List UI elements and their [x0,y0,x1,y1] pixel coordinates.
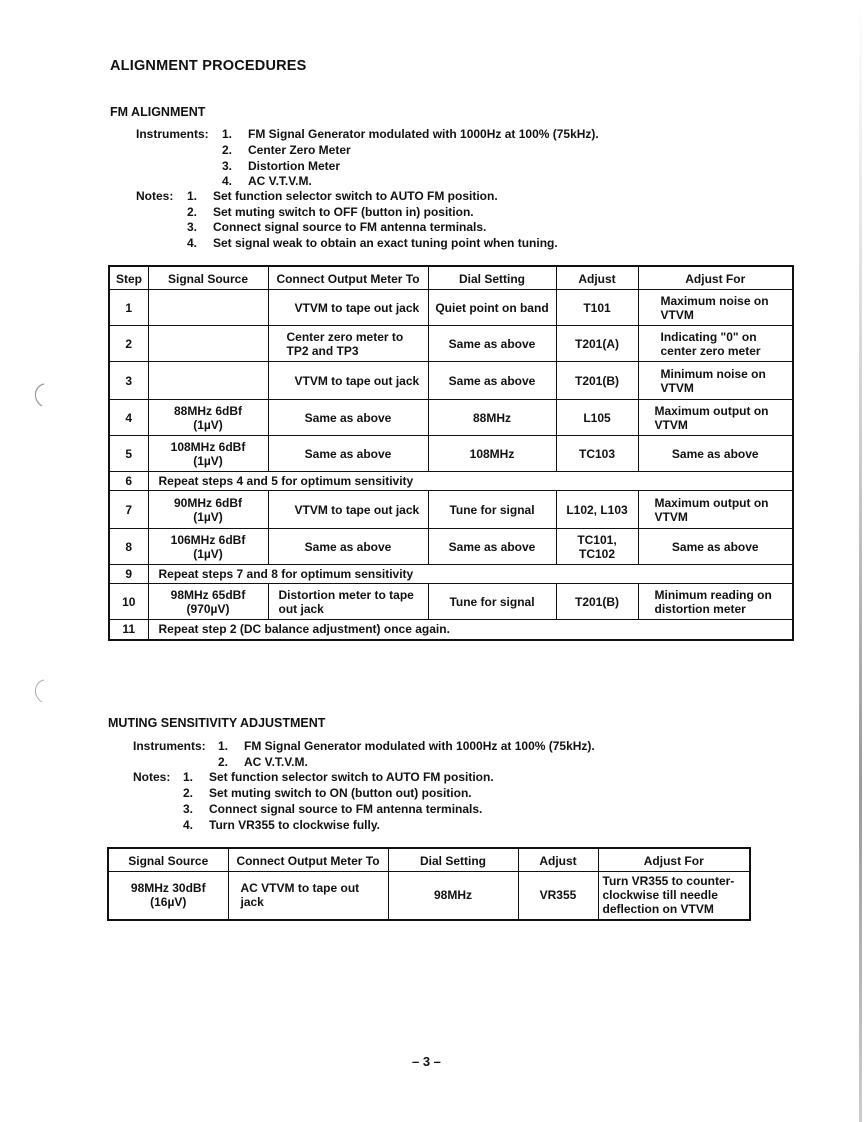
step-cell: 9 [109,565,148,584]
meter-cell: Same as above [268,529,428,565]
dial-cell: Same as above [428,529,556,565]
step-cell: 5 [109,436,148,472]
adjust-for-cell: Maximum output on VTVM [638,400,793,436]
header-dial-setting: Dial Setting [428,266,556,290]
punch-hole-mark [26,676,56,706]
table-row [109,362,793,400]
adjust-for-cell: Same as above [638,436,793,472]
span-note-cell: Repeat steps 4 and 5 for optimum sensitivity [148,472,793,491]
fm-instrument-item: 2. Center Zero Meter [222,143,351,157]
header-adjust: Adjust [556,266,638,290]
adjust-for-cell: Maximum output on VTVM [638,491,793,529]
adjust-cell: L105 [556,400,638,436]
fm-alignment-table [108,265,794,641]
muting-instrument-item: 1. FM Signal Generator modulated with 1000Hz at 100% (75kHz). [218,739,595,753]
signal-source-cell: 88MHz 6dBf (1µV) [148,400,268,436]
step-cell: 11 [109,620,148,640]
dial-cell: 98MHz [388,872,518,920]
signal-source-cell: 108MHz 6dBf (1µV) [148,436,268,472]
muting-note-item: 3. Connect signal source to FM antenna terminals. [183,802,483,816]
meter-cell: Center zero meter to TP2 and TP3 [268,326,428,362]
meter-cell: Distortion meter to tape out jack [268,584,428,620]
dial-cell: Quiet point on band [428,290,556,326]
step-cell: 8 [109,529,148,565]
adjust-for-cell: Minimum noise on VTVM [638,362,793,400]
dial-cell: Tune for signal [428,491,556,529]
header-step: Step [109,266,148,290]
fm-instruments-label: Instruments: [136,127,209,141]
step-cell: 7 [109,491,148,529]
muting-instruments-label: Instruments: [133,739,206,753]
header-adjust: Adjust [518,848,598,872]
header-connect-output-meter: Connect Output Meter To [228,848,388,872]
signal-source-cell [148,290,268,326]
adjust-cell: T201(B) [556,584,638,620]
step-cell: 6 [109,472,148,491]
table-row [109,290,793,326]
meter-cell: VTVM to tape out jack [268,362,428,400]
table-row [109,620,793,640]
fm-notes-label: Notes: [136,189,174,203]
step-cell: 2 [109,326,148,362]
step-cell: 3 [109,362,148,400]
table-row [109,326,793,362]
adjust-cell: T201(B) [556,362,638,400]
step-cell: 4 [109,400,148,436]
adjust-cell: T101 [556,290,638,326]
fm-note-item: 1. Set function selector switch to AUTO FM position. [187,189,498,203]
table-row [108,872,750,920]
adjust-cell: TC101, TC102 [556,529,638,565]
step-cell: 10 [109,584,148,620]
adjust-cell: T201(A) [556,326,638,362]
meter-cell: VTVM to tape out jack [268,290,428,326]
fm-instrument-item: 3. Distortion Meter [222,159,341,173]
signal-source-cell [148,326,268,362]
table-row [109,400,793,436]
signal-source-cell: 90MHz 6dBf (1µV) [148,491,268,529]
header-signal-source: Signal Source [108,848,228,872]
fm-instrument-item: 1. FM Signal Generator modulated with 1000Hz at 100% (75kHz). [222,127,599,141]
fm-instrument-item: 4. AC V.T.V.M. [222,174,312,188]
fm-note-item: 3. Connect signal source to FM antenna terminals. [187,220,487,234]
table-row [109,584,793,620]
table-row [109,565,793,584]
adjust-for-cell: Indicating "0" on center zero meter [638,326,793,362]
adjust-for-cell: Maximum noise on VTVM [638,290,793,326]
adjust-cell: TC103 [556,436,638,472]
table-row [109,436,793,472]
header-dial-setting: Dial Setting [388,848,518,872]
step-cell: 1 [109,290,148,326]
span-note-cell: Repeat step 2 (DC balance adjustment) once again. [148,620,793,640]
muting-heading: MUTING SENSITIVITY ADJUSTMENT [108,716,326,730]
table-row [109,491,793,529]
meter-cell: Same as above [268,436,428,472]
muting-table [107,847,751,921]
muting-instrument-item: 2. AC V.T.V.M. [218,755,308,769]
dial-cell: Tune for signal [428,584,556,620]
meter-cell: Same as above [268,400,428,436]
span-note-cell: Repeat steps 7 and 8 for optimum sensitivity [148,565,793,584]
dial-cell: Same as above [428,362,556,400]
signal-source-cell: 98MHz 30dBf (16µV) [108,872,228,920]
dial-cell: Same as above [428,326,556,362]
header-adjust-for: Adjust For [638,266,793,290]
header-adjust-for: Adjust For [598,848,750,872]
signal-source-cell: 106MHz 6dBf (1µV) [148,529,268,565]
scan-edge [859,0,862,1122]
page-number: – 3 – [412,1054,441,1069]
signal-source-cell: 98MHz 65dBf (970µV) [148,584,268,620]
adjust-cell: VR355 [518,872,598,920]
muting-note-item: 2. Set muting switch to ON (button out) position. [183,786,472,800]
dial-cell: 88MHz [428,400,556,436]
header-signal-source: Signal Source [148,266,268,290]
fm-note-item: 4. Set signal weak to obtain an exact tuning point when tuning. [187,236,558,250]
fm-note-item: 2. Set muting switch to OFF (button in) position. [187,205,474,219]
adjust-for-cell: Minimum reading on distortion meter [638,584,793,620]
adjust-for-cell: Same as above [638,529,793,565]
table-header-row [109,266,793,290]
meter-cell: VTVM to tape out jack [268,491,428,529]
fm-alignment-heading: FM ALIGNMENT [110,105,206,119]
muting-note-item: 1. Set function selector switch to AUTO FM position. [183,770,494,784]
meter-cell: AC VTVM to tape out jack [228,872,388,920]
table-header-row [108,848,750,872]
table-row [109,529,793,565]
table-row [109,472,793,491]
adjust-cell: L102, L103 [556,491,638,529]
page-title: ALIGNMENT PROCEDURES [110,58,307,74]
muting-notes-label: Notes: [133,770,171,784]
signal-source-cell [148,362,268,400]
header-connect-output-meter: Connect Output Meter To [268,266,428,290]
punch-hole-mark [26,380,56,410]
dial-cell: 108MHz [428,436,556,472]
adjust-for-cell: Turn VR355 to counter-clockwise till needle deflection on VTVM [598,872,750,920]
muting-note-item: 4. Turn VR355 to clockwise fully. [183,818,380,832]
